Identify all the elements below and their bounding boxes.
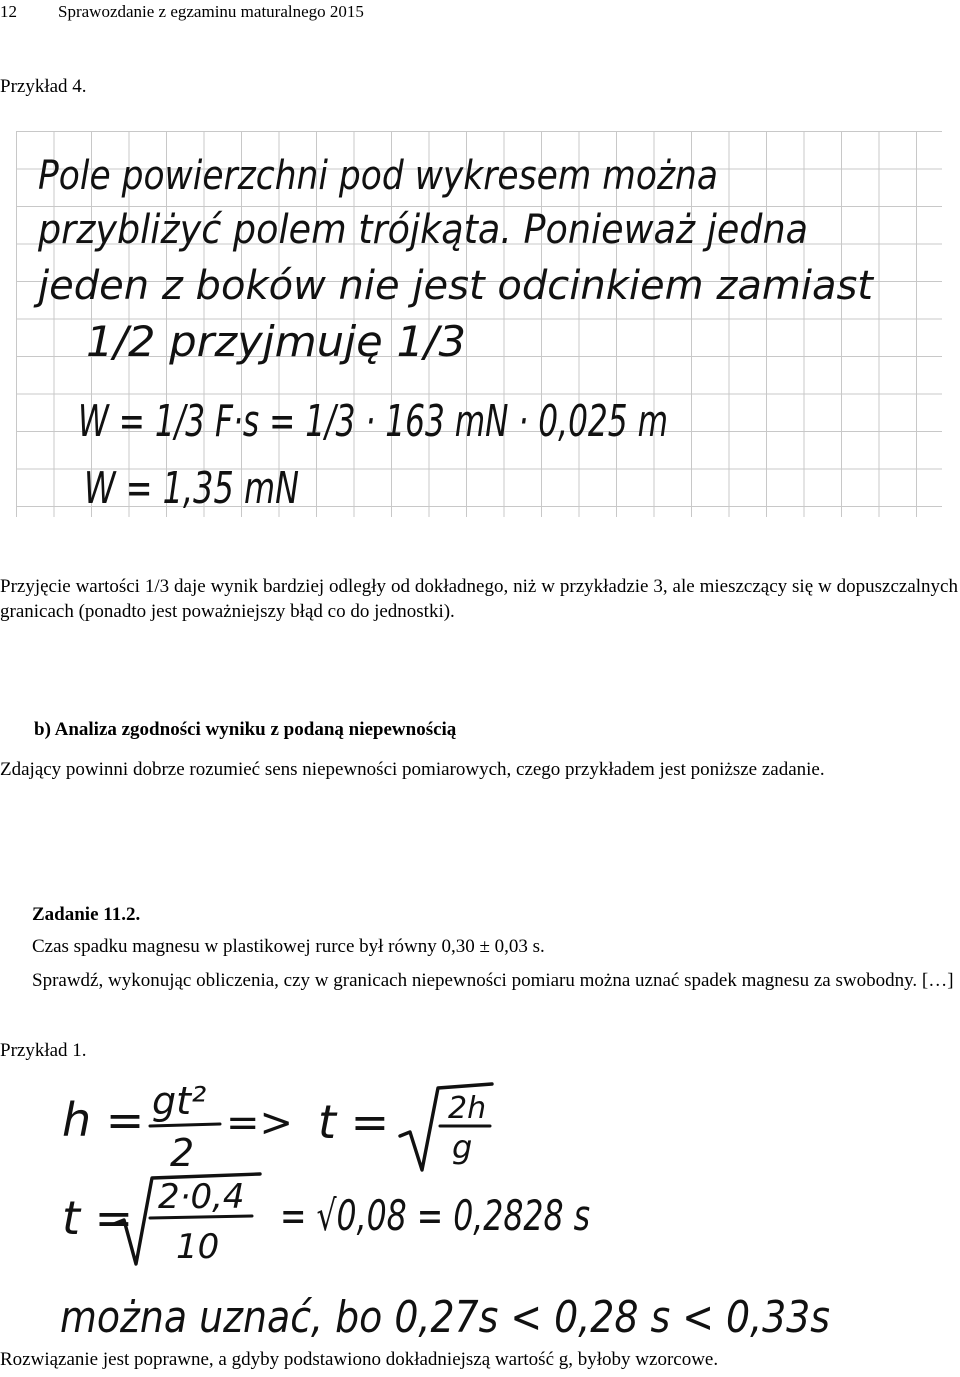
hw-t-equals-2: t = [62, 1191, 134, 1245]
hw-h-equals: h = [62, 1093, 145, 1147]
page-header [0, 2, 364, 22]
hw-fraction-bar [150, 1124, 220, 1126]
hw-frac-denominator: 2 [170, 1131, 195, 1175]
hw-frac-numerator: gt² [152, 1079, 207, 1123]
example-4-handwritten-scan [16, 131, 942, 517]
example-4-comment: Przyjęcie wartości 1/3 daje wynik bardziej odległy od dokładnego, niż w przykładzie 3, ale mieszczący się w dopuszczalnych granicach (ponadto jest poważniejszy błąd co do jednostki). [0, 576, 958, 622]
hw-sqrt-denominator-1: g [452, 1128, 473, 1166]
hw-formula-2: W = 1,35 mN [84, 463, 299, 514]
example-1-comment: Rozwiązanie jest poprawne, a gdyby podstawiono dokładniejszą wartość g, byłoby wzorcowe. [0, 1349, 719, 1370]
task-title: Zadanie 11.2. [32, 904, 141, 925]
hw-line-1: Pole powierzchni pod wykresem można [38, 153, 718, 199]
example-1-handwriting [30, 1074, 850, 1350]
hw-sqrt-numerator-1: 2h [448, 1091, 487, 1126]
section-b-intro: Zdający powinni dobrze rozumieć sens niepewności pomiarowych, czego przykładem jest poniższe zadanie. [0, 759, 825, 780]
section-b-heading: b) Analiza zgodności wyniku z podaną niepewnością [34, 719, 457, 740]
example-1-label: Przykład 1. [0, 1040, 87, 1061]
task-line-2: Sprawdź, wykonując obliczenia, czy w granicach niepewności pomiaru można uznać spadek magnesu za swobodny. […] [32, 970, 954, 991]
running-title: Sprawozdanie z egzaminu maturalnego 2015 [58, 2, 364, 21]
hw-result: = √0,08 = 0,2828 s [280, 1191, 590, 1240]
hw-sqrt-fraction-bar-2 [150, 1216, 252, 1218]
hw-sqrt-numerator-2: 2·0,4 [158, 1177, 245, 1217]
hw-line-3: jeden z boków nie jest odcinkiem zamiast [32, 263, 875, 309]
hw-sqrt-denominator-2: 10 [176, 1227, 220, 1267]
task-line-1: Czas spadku magnesu w plastikowej rurce był równy 0,30 ± 0,03 s. [32, 936, 545, 957]
example-1-handwritten-scan [30, 1074, 850, 1350]
hw-formula-1: W = 1/3 F·s = 1/3 · 163 mN · 0,025 m [78, 396, 668, 447]
example-4-label: Przykład 4. [0, 76, 87, 97]
example-4-handwriting [16, 131, 942, 517]
hw-line-2: przybliżyć polem trójkąta. Ponieważ jedna [37, 207, 809, 253]
hw-t-equals-1: t = [318, 1095, 390, 1149]
hw-line-4: 1/2 przyjmuję 1/3 [86, 317, 466, 366]
hw-conclusion: można uznać, bo 0,27s < 0,28 s < 0,33s [60, 1292, 830, 1343]
page-number: 12 [0, 2, 17, 21]
hw-implies-arrow: => [226, 1100, 294, 1146]
